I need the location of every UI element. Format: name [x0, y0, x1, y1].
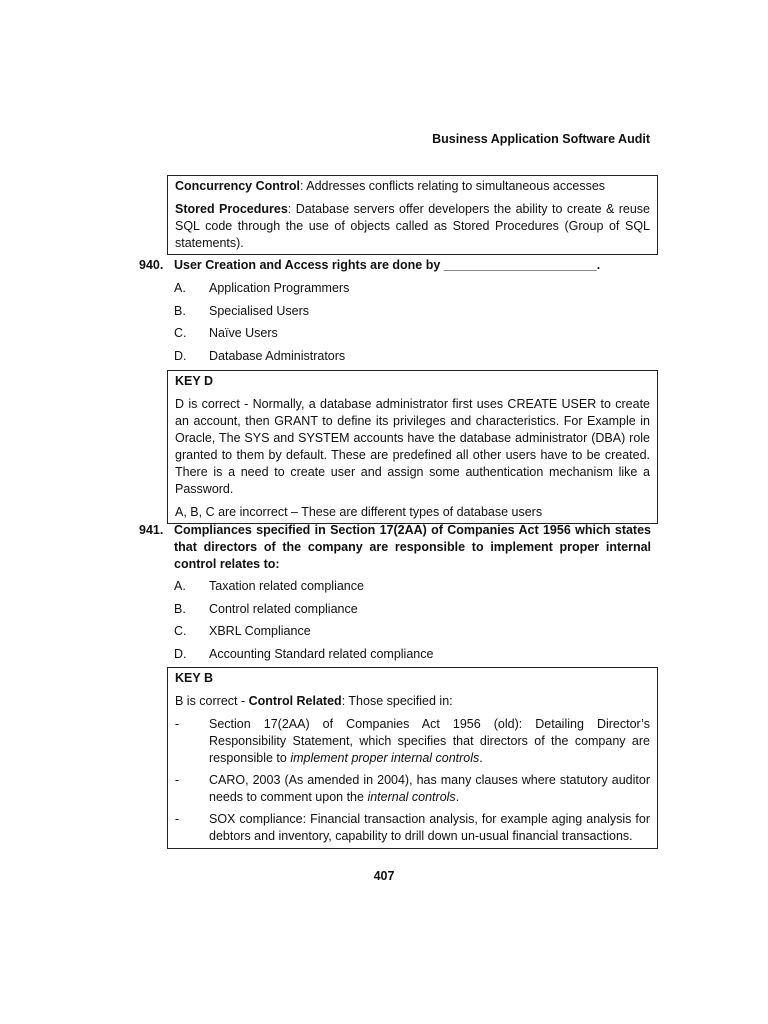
question-941	[139, 522, 651, 573]
answer-intro-suffix: : Those specified in:	[341, 694, 453, 708]
bullet-text: Section 17(2AA) of Companies Act 1956 (old): Detailing Director’s Responsibility Statement, which specifies that directors of the company are responsible to implement proper internal controls.	[209, 717, 650, 765]
question-text: Compliances specified in Section 17(2AA) of Companies Act 1956 which states that directors of the company are responsible to implement proper internal control relates to:	[174, 523, 651, 571]
option-text: Taxation related compliance	[209, 579, 364, 593]
concurrency-control-term: Concurrency Control	[175, 179, 301, 193]
answer-key: KEY B	[175, 671, 213, 685]
option-text: Naïve Users	[209, 326, 278, 340]
question-940-options	[174, 280, 654, 370]
option-d	[174, 646, 654, 669]
option-letter: D.	[174, 646, 187, 661]
answer-intro-term: Control Related	[248, 694, 342, 708]
option-text: Database Administrators	[209, 348, 346, 363]
stored-procedures-definition	[175, 201, 650, 252]
option-letter: D.	[174, 348, 187, 363]
option-text: Specialised Users	[209, 303, 310, 318]
option-letter: C.	[174, 326, 187, 340]
option-c	[174, 623, 654, 646]
option-letter: C.	[174, 624, 187, 638]
option-text: XBRL Compliance	[209, 624, 311, 638]
bullet-item	[175, 811, 650, 845]
page-number: 407	[373, 869, 395, 883]
question-number: 940.	[139, 258, 164, 272]
answer-explanation: D is correct - Normally, a database administrator first uses CREATE USER to create an account, then GRANT to define its privileges and characteristics. For Example in Oracle, The SYS and SYSTEM accounts have the database administrator (DBA) role granted to them by default. These are predefined all other users have to be created. There is a need to create user and assign some authentication mechanism like a Password.	[175, 397, 650, 496]
option-letter: B.	[174, 601, 186, 616]
question-text: User Creation and Access rights are done by ______________________.	[174, 258, 601, 272]
running-header: Business Application Software Audit	[432, 132, 650, 146]
question-940	[139, 257, 651, 274]
option-d	[174, 348, 654, 371]
concurrency-control-text: : Addresses conflicts relating to simultaneous accesses	[300, 179, 606, 193]
question-941-options	[174, 578, 654, 668]
answer-intro	[175, 693, 650, 710]
option-text: Accounting Standard related compliance	[209, 646, 434, 661]
bullet-item	[175, 716, 650, 767]
option-letter: B.	[174, 303, 186, 318]
incorrect-explanation: A, B, C are incorrect – These are different types of database users	[175, 505, 543, 519]
bullet-dash: -	[175, 773, 180, 787]
option-text: Application Programmers	[209, 281, 350, 295]
bullet-dash: -	[175, 812, 180, 826]
bullet-text: SOX compliance: Financial transaction analysis, for example aging analysis for debtors and inventory, capability to drill down un-usual financial transactions.	[209, 812, 650, 843]
answer-key: KEY D	[175, 374, 213, 388]
stored-procedures-term: Stored Procedures	[175, 202, 288, 216]
bullet-dash: -	[175, 717, 180, 731]
option-b	[174, 303, 654, 326]
stored-procedures-text: : Database servers offer developers the ability to create & reuse SQL code through the use of objects called as Stored Procedures (Group of SQL statements).	[175, 202, 651, 250]
option-text: Control related compliance	[209, 601, 358, 616]
definitions-box	[167, 175, 658, 255]
question-number: 941.	[139, 523, 164, 537]
option-letter: A.	[174, 579, 186, 593]
concurrency-control-definition	[175, 178, 650, 195]
option-letter: A.	[174, 281, 186, 295]
option-a	[174, 280, 654, 303]
option-a	[174, 578, 654, 601]
answer-intro-prefix: B is correct -	[175, 694, 249, 708]
bullet-item	[175, 772, 650, 806]
option-c	[174, 325, 654, 348]
bullet-text: CARO, 2003 (As amended in 2004), has many clauses where statutory auditor needs to comment upon the internal controls.	[209, 773, 650, 804]
option-b	[174, 601, 654, 624]
answer-box-941	[167, 667, 658, 849]
answer-box-940	[167, 370, 658, 524]
